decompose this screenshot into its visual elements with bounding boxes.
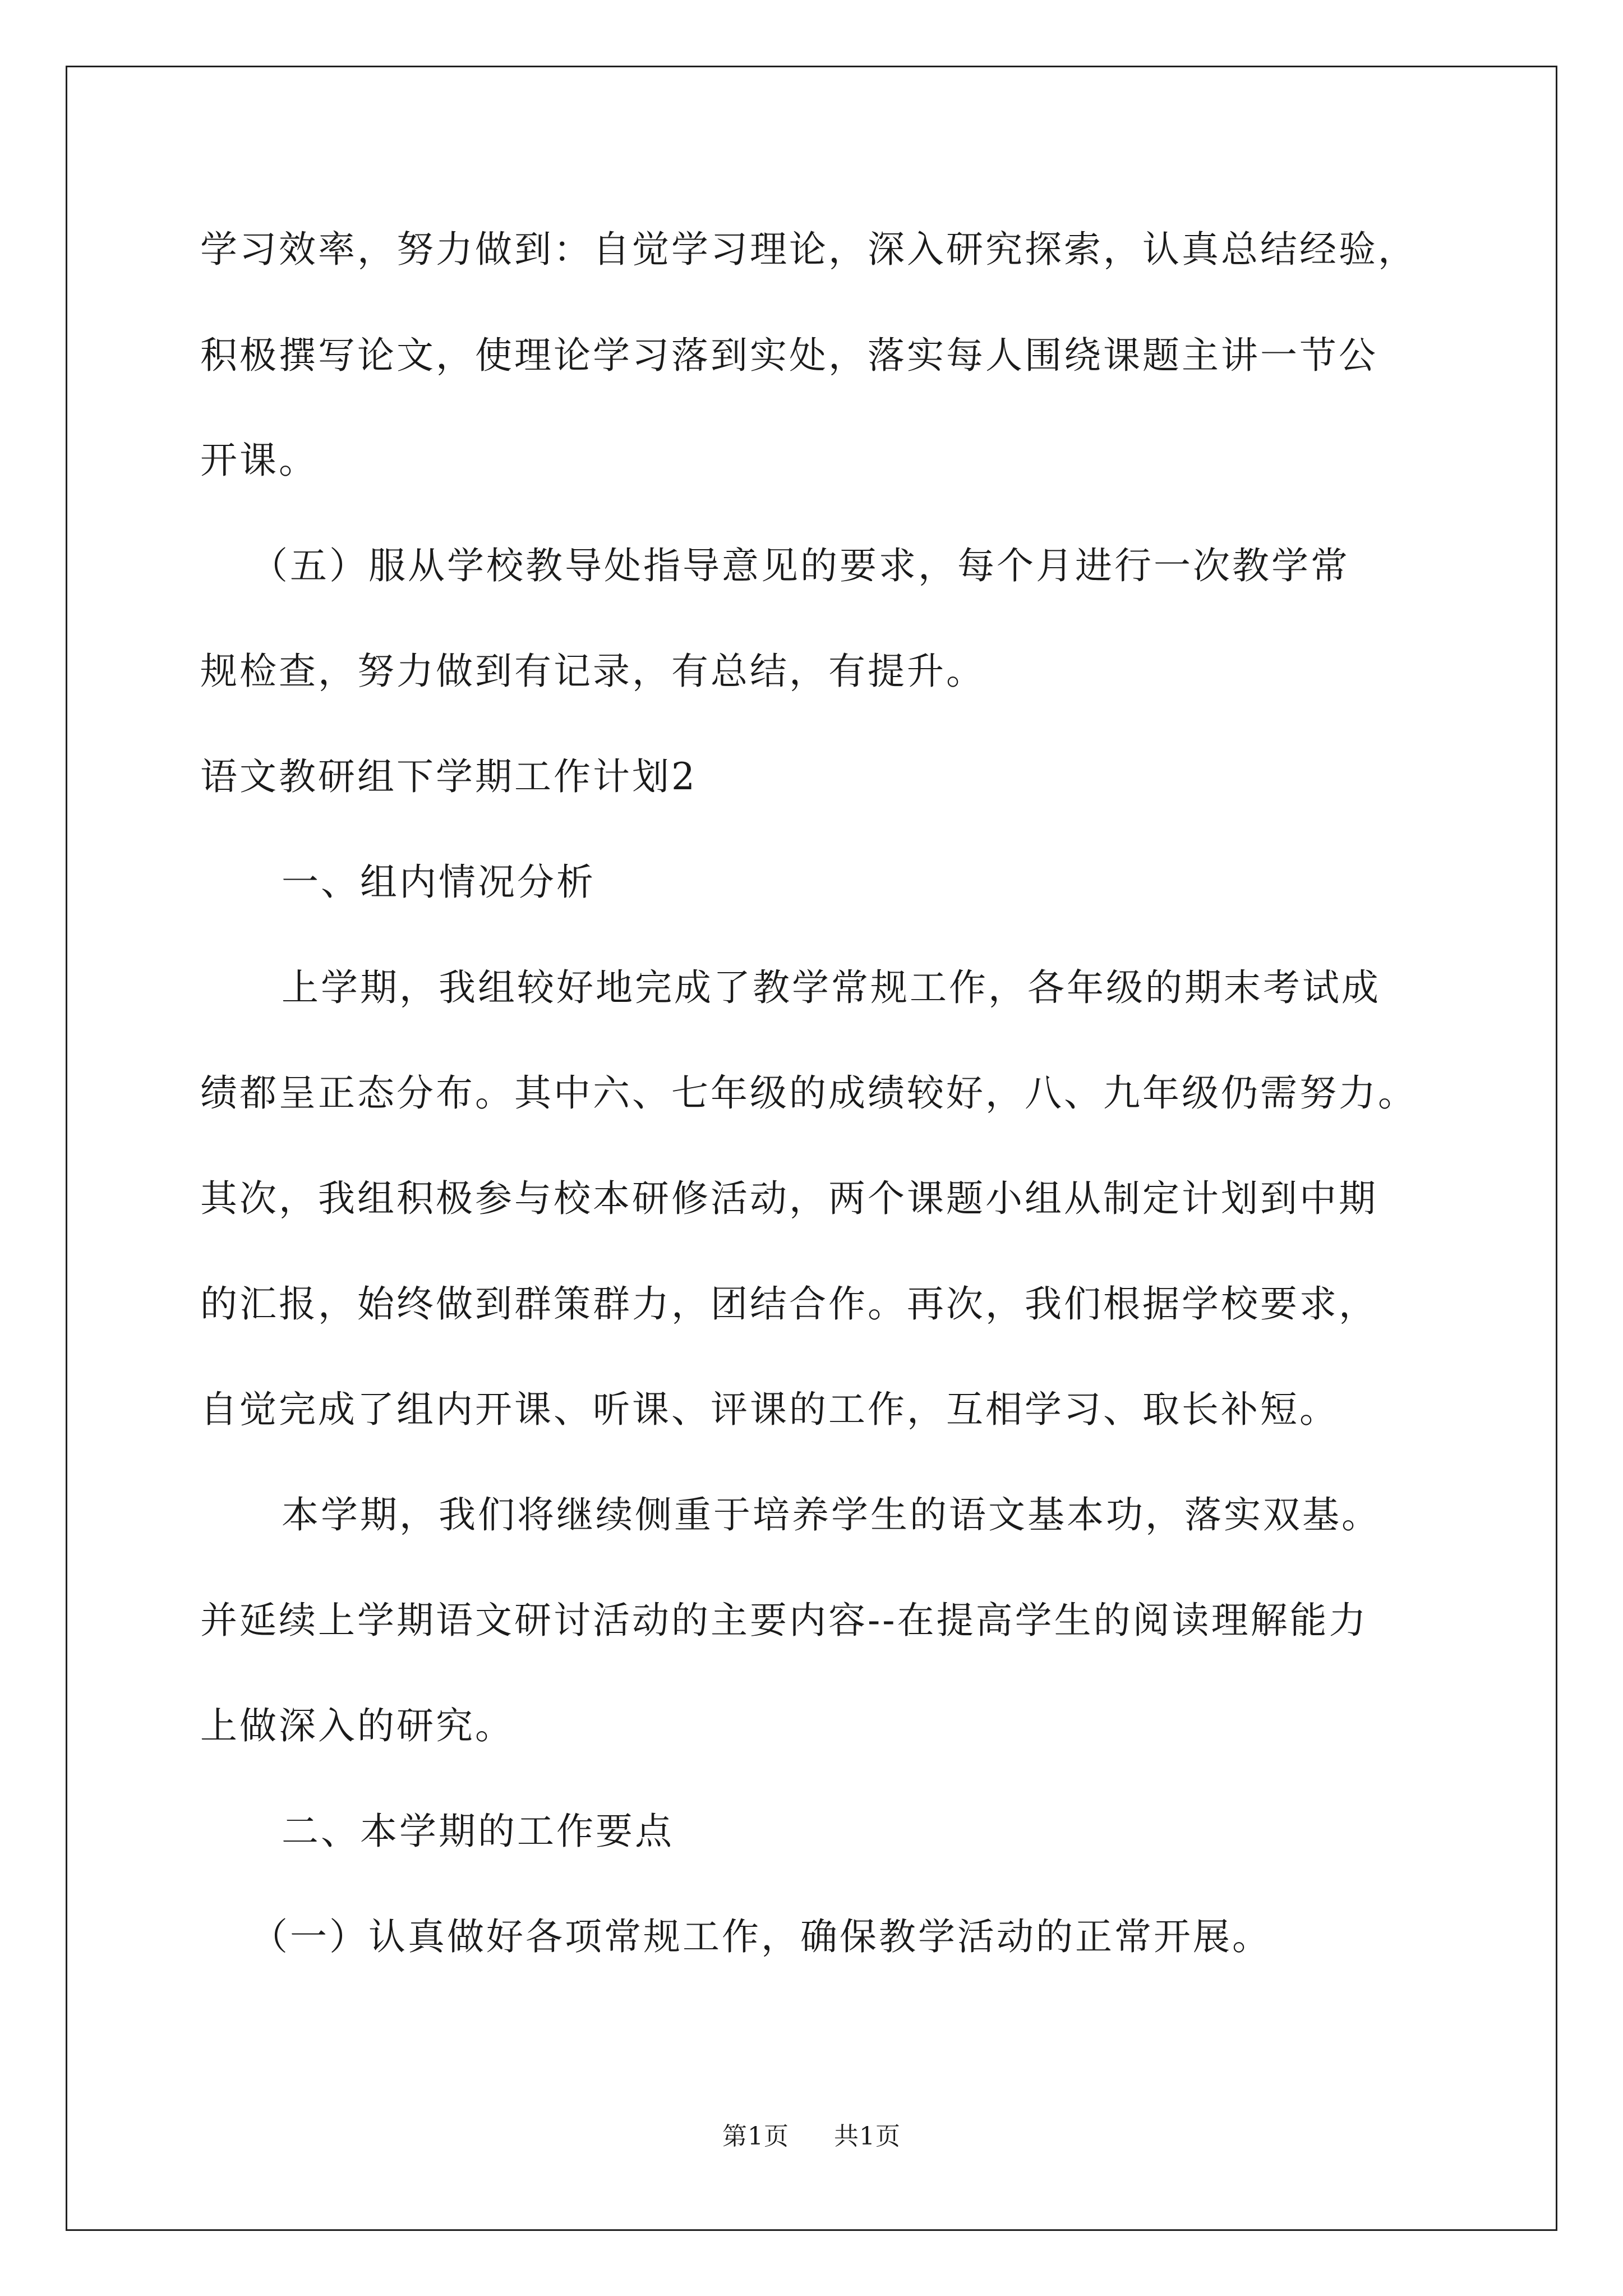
text-line: 并延续上学期语文研讨活动的主要内容--在提高学生的阅读理解能力 (200, 1599, 1368, 1642)
page-number: 第1页 (722, 2122, 789, 2151)
page-footer (0, 2116, 1623, 2152)
text-line: 自觉完成了组内开课、听课、评课的工作，互相学习、取长补短。 (200, 1388, 1339, 1431)
text-line: 上学期，我组较好地完成了教学常规工作，各年级的期末考试成 (282, 966, 1381, 1009)
text-line: 的汇报，始终做到群策群力，团结合作。再次，我们根据学校要求， (200, 1282, 1378, 1326)
text-line: 本学期，我们将继续侧重于培养学生的语文基本功，落实双基。 (282, 1493, 1381, 1536)
section-title: 语文教研组下学期工作计划2 (200, 755, 697, 798)
text-line: 开课。 (200, 439, 318, 482)
page-total: 共1页 (834, 2122, 901, 2151)
text-line: 其次，我组积极参与校本研修活动，两个课题小组从制定计划到中期 (200, 1177, 1378, 1220)
text-line: 积极撰写论文，使理论学习落到实处，落实每人围绕课题主讲一节公 (200, 334, 1378, 377)
text-line: 规检查，努力做到有记录，有总结，有提升。 (200, 650, 985, 693)
text-line: 上做深入的研究。 (200, 1704, 514, 1747)
text-line: （一）认真做好各项常规工作，确保教学活动的正常开展。 (251, 1915, 1271, 1958)
text-line: 学习效率，努力做到：自觉学习理论，深入研究探索，认真总结经验， (200, 228, 1417, 271)
text-line: 绩都呈正态分布。其中六、七年级的成绩较好，八、九年级仍需努力。 (200, 1071, 1417, 1115)
text-line: （五）服从学校教导处指导意见的要求，每个月进行一次教学常 (251, 544, 1350, 587)
page-border (66, 66, 1557, 2231)
text-line: 二、本学期的工作要点 (282, 1810, 674, 1853)
text-line: 一、组内情况分析 (282, 861, 596, 904)
